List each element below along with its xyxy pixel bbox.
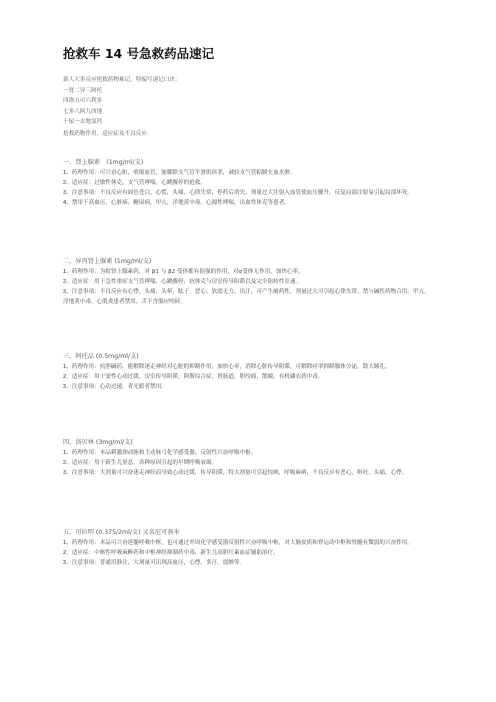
section-item [63,459,435,469]
item-text: 适应症：用于急性重症支气管哮喘，心跳骤停，抗休克与房室传导阻滞以及完全阻转性室速。 [71,279,302,286]
item-number: 1、 [63,269,72,275]
item-text: 药理作用：为拟肾上腺素药，对 β1 与 β2 受体都有很强的作用，对α受体无作用，加快心率。 [71,269,304,275]
section-epinephrine [63,157,435,209]
section-item [63,549,435,559]
item-number: 1、 [63,540,72,546]
page-title: 抢救车 14 号急救药品速记 [63,46,215,61]
section-item [63,539,435,549]
item-number: 2、 [63,550,72,557]
item-number: 2、 [63,279,72,286]
section-isoprenaline [63,256,435,308]
section-item [63,278,435,288]
section-item [63,179,435,189]
item-number: 2、 [63,374,72,381]
item-text: 药理作用：本品可兴奋延髓呼吸中枢，也可通过外周化学感受器反射性兴奋呼吸中枢，对大脑皮质和脊运动中枢和脊髓有微弱的兴奋作用。 [71,540,413,546]
lead-line: 抢救药物作用、适应症及不良反应： [63,131,153,137]
item-text: 注意事项：不良反应有面色苍白，心慌，头痛，心律失常，停药后消失，剂量过大注射入血管使血压骤升，反复局部注射易引起局部坏死。 [71,190,413,197]
mnemonic-line: 十尿一去地氯钙 [63,119,103,126]
section-item [63,288,435,307]
section-heading: 一、肾上腺素 (1mg/ml/支) [63,159,144,166]
item-number: 1、 [63,450,72,456]
item-number: 3、 [63,289,72,296]
section-nikethamide [63,527,435,569]
section-heading: 二、异丙肾上腺素 (1mg/ml/支) [63,258,152,265]
mnemonic-line: 四洛五可六利多 [63,98,103,105]
section-item [63,449,435,459]
item-text: 药理作用：可兴奋心脏，收缩血管，能解除支气管平滑肌痉挛，减轻支气管粘膜充血水肿。 [71,170,296,176]
item-number: 1、 [63,364,72,370]
section-item [63,268,435,278]
section-item [63,363,435,373]
item-text: 适应症：中枢性呼吸麻醉药和中枢神经抑制药中毒，新生儿高胆红素血症辅助治疗。 [71,550,279,557]
section-heading: 五、可拉明 (0.375/2ml/支) 又名尼可刹米 [63,529,180,536]
item-text: 药理作用：本品刺激颈动脉和主动脉弓化学感受器，反射性兴奋呼吸中枢。 [71,450,257,456]
section-item [63,189,435,199]
section-item [63,559,435,569]
section-item [63,169,435,179]
section-lobeline [63,437,435,479]
item-number: 4、 [63,200,72,207]
item-number: 1、 [63,170,72,176]
item-number: 3、 [63,470,72,477]
item-text: 注意事项：普通用静注，大剂量可出现高血压，心悸，多汗，震颤等。 [71,560,246,567]
item-text: 药理作用：抗胆碱药，能解除迷走神经对心脏的抑制作用，加快心率，消除心脏传导阻滞，可解除痉挛抑制腺体分泌，散大瞳孔。 [71,364,391,370]
item-text: 适应症：用于新生儿窒息，各种原因引起的早期呼吸衰竭。 [71,460,218,467]
item-text: 适应症：过敏性休克，支气管哮喘，心跳骤停的抢救。 [71,180,206,187]
item-text: 适应症：用于窦性心动过缓，房室传导阻滞，阿斯综合症，胃肠道，胆绞痛，散瞳，有机磷农药中毒。 [71,374,324,381]
section-heading: 三、阿托品 (0.5mg/ml/支) [63,353,139,360]
item-number: 2、 [63,460,72,467]
section-heading: 四、洛贝林 (3mg/ml/支) [63,439,133,446]
section-item [63,199,435,209]
item-text: 注意事项：不良反应有心悸，头痛，头晕，眩干，恶心，软弱无力，出汗，可产生耐药性，剂量过大可引起心律失常。禁与碱性药物合用。甲亢，洋地黄中毒，心肌炎患者禁用。舌下含服应咬碎。 [63,289,430,305]
item-number: 3、 [63,190,72,197]
mnemonic-line: 七多八阿九西地 [63,108,103,115]
item-text: 注意事项：大剂量可兴奋迷走神经而导致心动过缓，传导阻滞，特大剂量可引起惊厥，呼吸麻痹，不良反应有恶心，呕吐，头痛，心悸。 [71,470,408,477]
section-item [63,383,435,393]
section-atropine [63,351,435,393]
item-text: 注意事项：心动过速，青光眼者禁用。 [71,384,167,391]
section-item [63,373,435,383]
item-text: 禁用于高血压，心脏病，糖尿病，甲亢，洋地黄中毒，心源性哮喘，出血性休克等患者。 [71,200,290,207]
intro-block [63,75,433,128]
item-number: 3、 [63,384,72,391]
intro-line: 新人大多反应抢救药物难记，特编写速记口诀： [63,77,181,83]
item-number: 3、 [63,560,72,567]
item-number: 2、 [63,180,72,187]
section-item [63,469,435,479]
mnemonic-line: 一肾二异三阿托 [63,87,103,94]
